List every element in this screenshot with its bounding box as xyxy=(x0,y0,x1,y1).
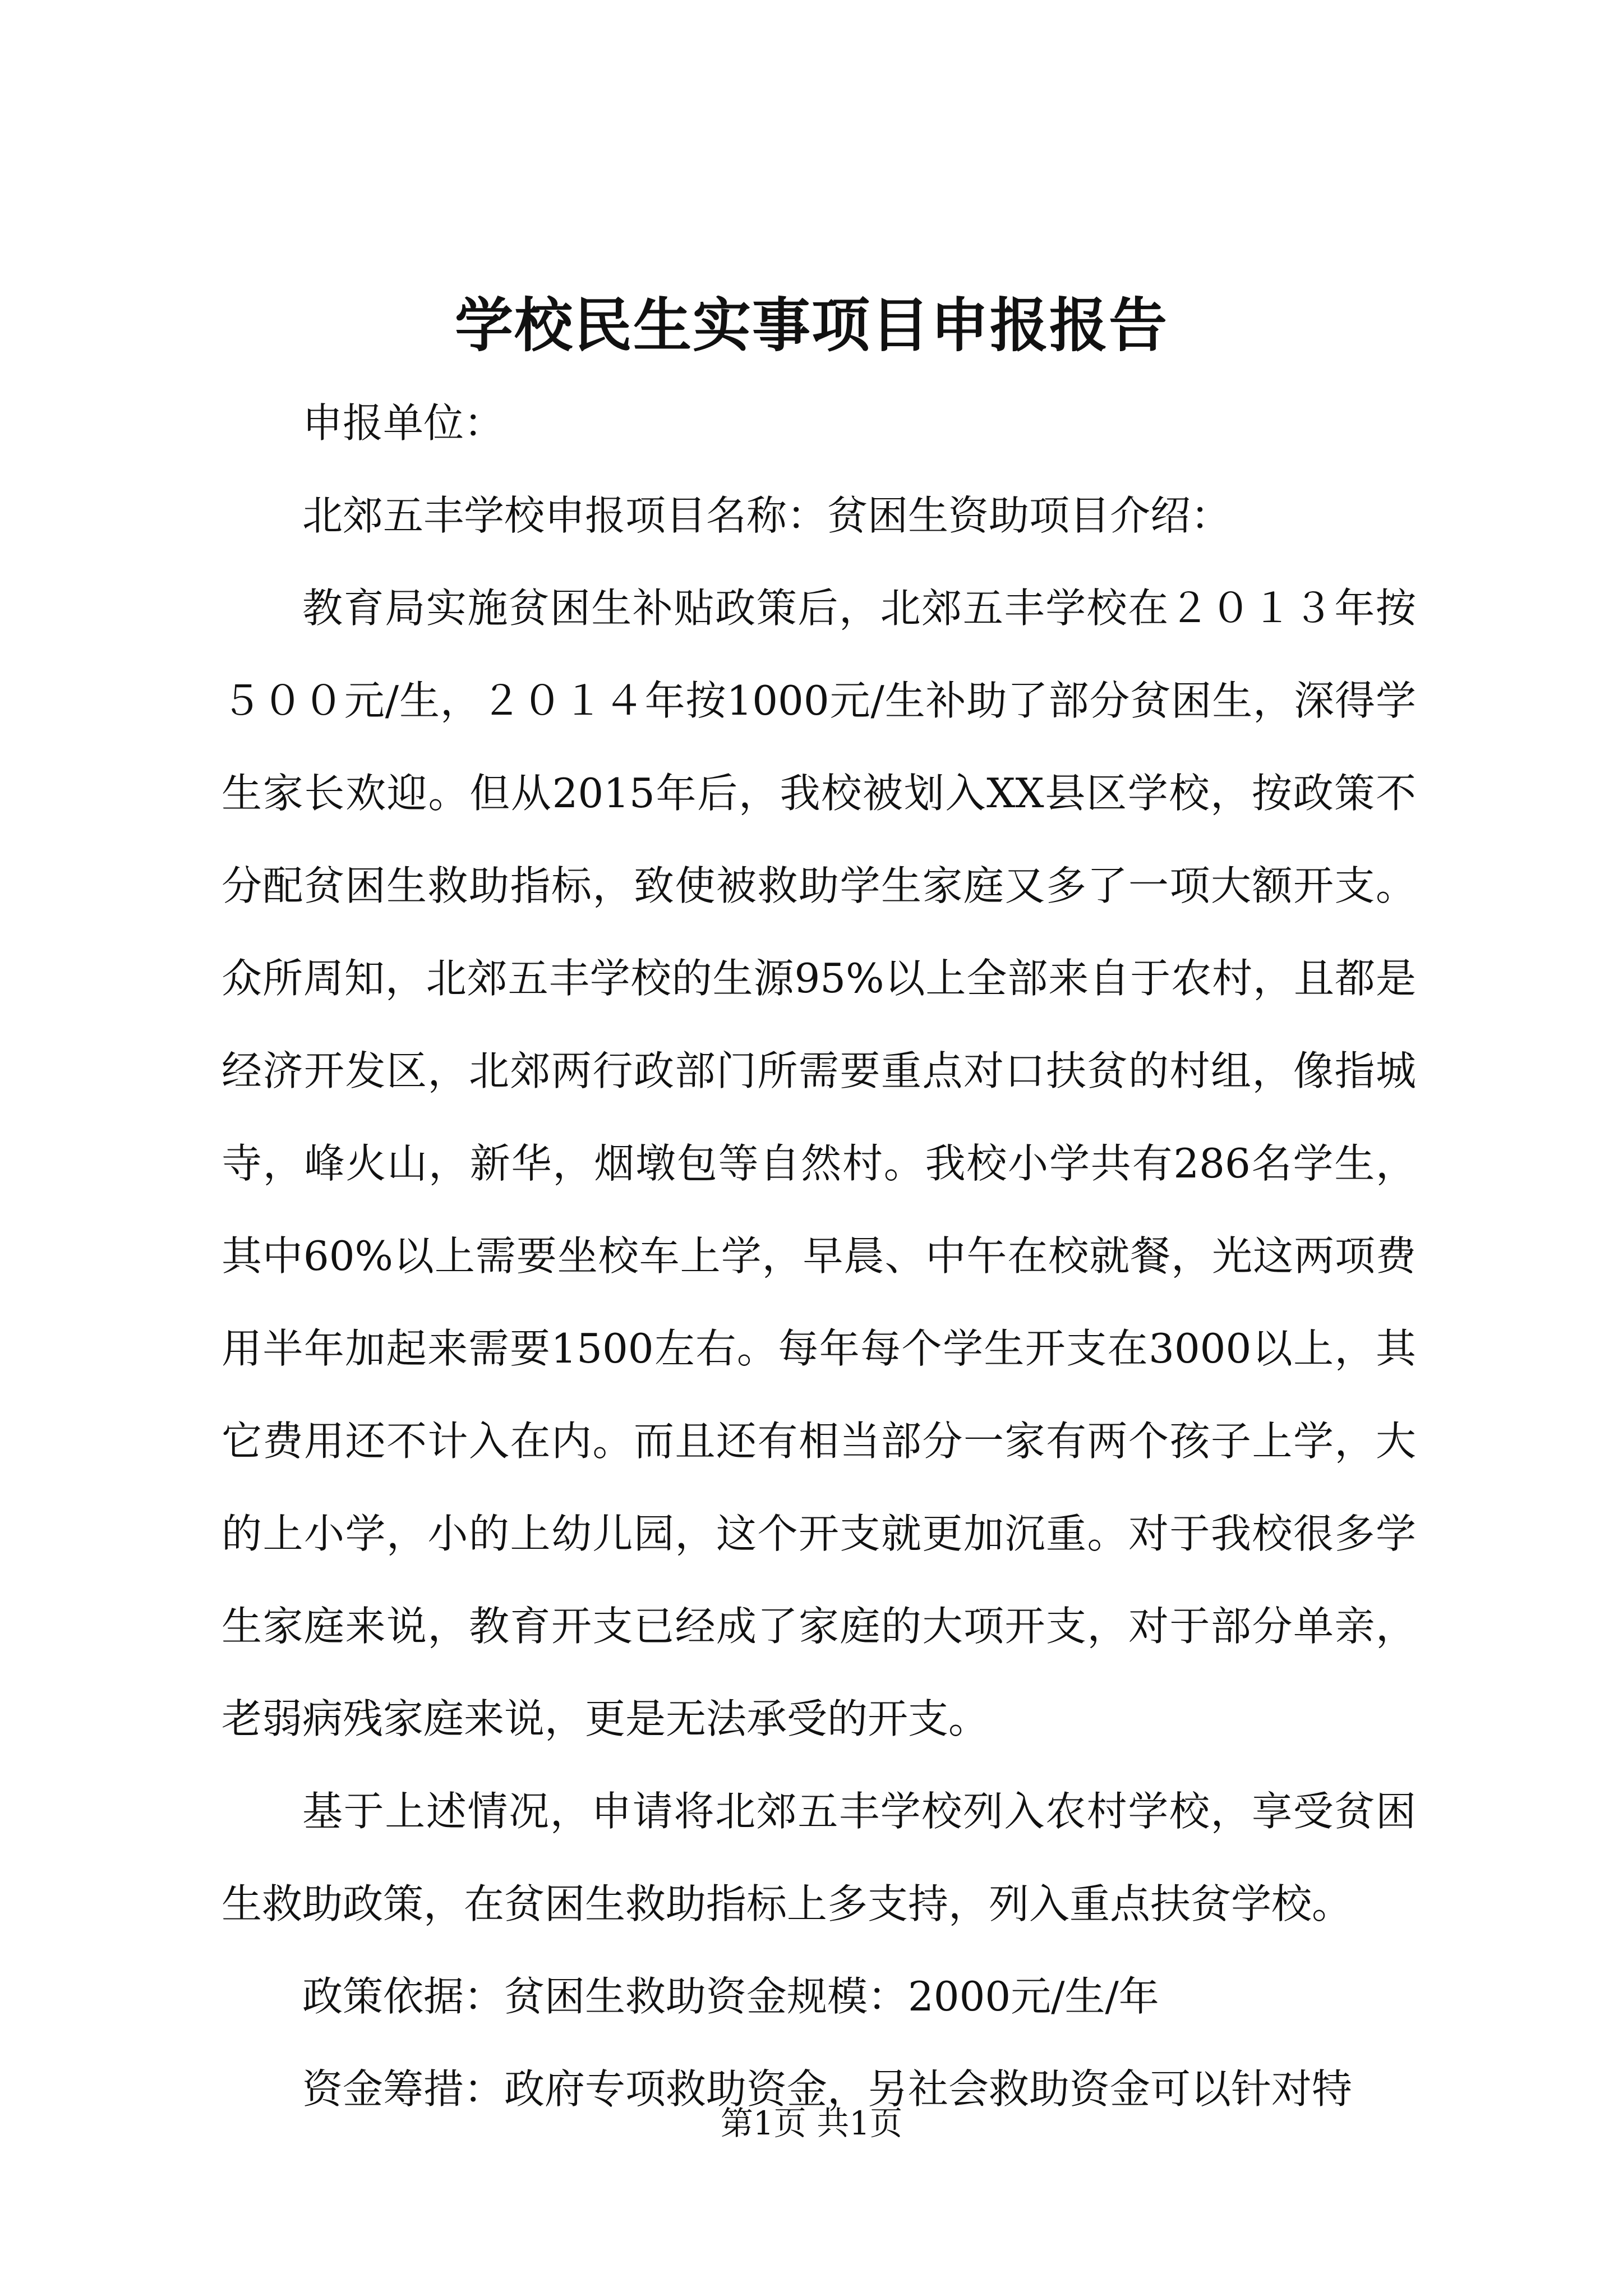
applicant-unit-line: 申报单位： xyxy=(302,399,505,447)
project-introduction-paragraph: 教育局实施贫困生补贴政策后，北郊五丰学校在２０１３年按５００元/生，２０１４年按1000元/生补助了部分贫困生，深得学生家长欢迎。但从2015年后，我校被划入XX县区学校，按政策不分配贫困生救助指标，致使被救助学生家庭又多了一项大额开支。众所周知，北郊五丰学校的生源95%以上全部来自于农村，且都是经济开发区，北郊两行政部门所需要重点对口扶贫的村组，像指城寺，峰火山，新华，烟墩包等自然村。我校小学共有286名学生，其中60%以上需要坐校车上学，早晨、中午在校就餐，光这两项费用半年加起来需要1500左右。每年每个学生开支在3000以上，其它费用还不计入在内。而且还有相当部分一家有两个孩子上学，大的上小学，小的上幼儿园，这个开支就更加沉重。对于我校很多学生家庭来说，教育开支已经成了家庭的大项开支，对于部分单亲，老弱病残家庭来说，更是无法承受的开支。 xyxy=(222,585,1416,1742)
policy-basis-line: 政策依据：贫困生救助资金规模：2000元/生/年 xyxy=(302,1973,1159,2020)
application-request-paragraph: 基于上述情况，申请将北郊五丰学校列入农村学校，享受贫困生救助政策，在贫困生救助指标上多支持，列入重点扶贫学校。 xyxy=(222,1788,1416,1927)
project-name-line: 北郊五丰学校申报项目名称：贫困生资助项目介绍： xyxy=(302,492,1232,539)
document-body xyxy=(222,377,1416,2136)
page-number-footer: 第1页 共1页 xyxy=(720,2104,903,2142)
funding-source-line: 资金筹措：政府专项救助资金，另社会救助资金可以针对特 xyxy=(302,2065,1353,2113)
document-title: 学校民生实事项目申报报告 xyxy=(454,291,1168,360)
